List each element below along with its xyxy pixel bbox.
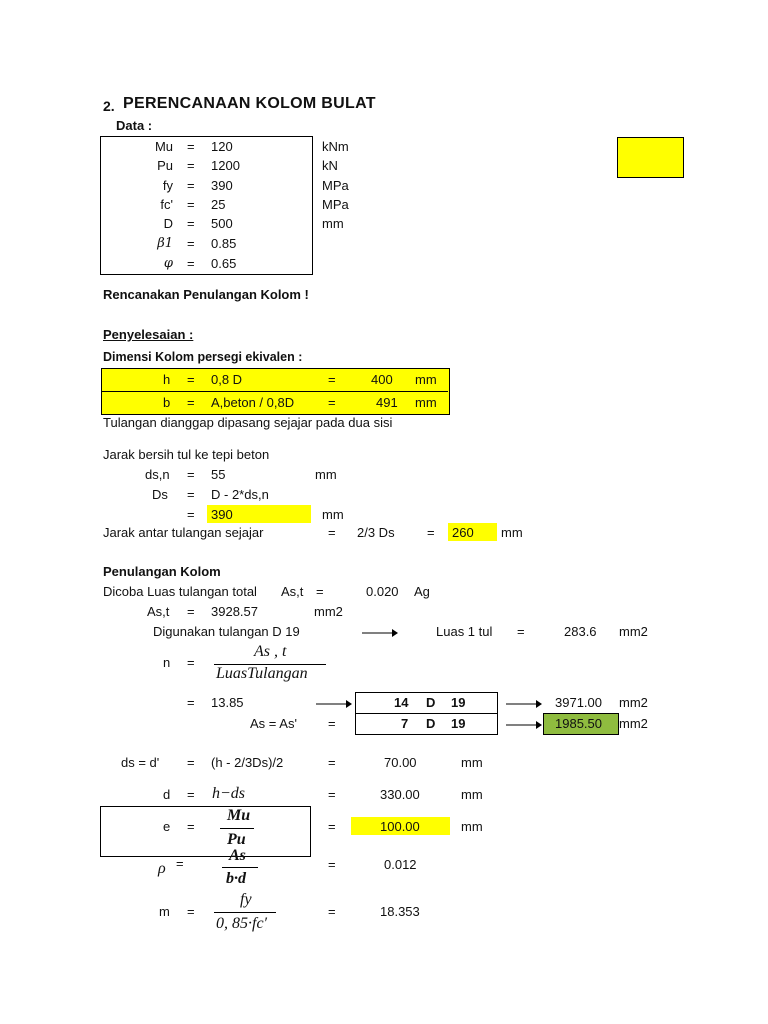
d-symbol: d [163, 787, 171, 802]
data-row-eq: = [187, 158, 195, 173]
m-fraction-bar [214, 912, 276, 913]
data-row-eq: = [187, 178, 195, 193]
data-row-eq: = [187, 216, 195, 231]
Ds-symbol: Ds [152, 487, 168, 502]
jarak-antar-unit: mm [501, 525, 523, 540]
b-eq2: = [328, 395, 336, 410]
jarak-antar-eq2: = [427, 525, 435, 540]
n-eq: = [187, 655, 195, 670]
as-eq: = [328, 716, 336, 731]
bar1-dia: 19 [451, 695, 466, 710]
data-row-unit: mm [322, 216, 344, 231]
page-title: PERENCANAAN KOLOM BULAT [123, 95, 376, 112]
e-numerator: Mu [227, 807, 251, 824]
data-row-value: 390 [211, 178, 233, 193]
luas-eq: = [517, 624, 525, 639]
b-value: 491 [376, 395, 398, 410]
h-unit: mm [415, 372, 437, 387]
solution-heading: Penyelesaian : [103, 327, 194, 342]
e-box [100, 806, 311, 857]
data-row-symbol: fc' [160, 197, 173, 212]
m-numerator: fy [240, 891, 252, 908]
data-row-symbol: D [163, 216, 173, 231]
digunakan-label: Digunakan tulangan D 19 [153, 624, 300, 639]
dsn-eq: = [187, 467, 195, 482]
bar2-result: 1985.50 [555, 716, 602, 731]
Ds-expr: D - 2*ds,n [211, 487, 269, 502]
bar2-dia: 19 [451, 716, 466, 731]
e-eq: = [187, 819, 195, 834]
note-text: Tulangan dianggap dipasang sejajar pada dua sisi [103, 415, 393, 430]
arrow-right-icon [506, 719, 542, 731]
e-fraction-bar [220, 828, 254, 829]
jarak-antar-eq: = [328, 525, 336, 540]
h-symbol: h [163, 372, 171, 387]
ast-value: 3928.57 [211, 604, 258, 619]
data-row-value: 500 [211, 216, 233, 231]
e-eq2: = [328, 819, 336, 834]
h-expr: 0,8 D [211, 372, 243, 387]
d-eq2: = [328, 787, 336, 802]
task-text: Rencanakan Penulangan Kolom ! [103, 287, 309, 302]
data-row-unit: MPa [322, 178, 349, 193]
data-row-symbol: Pu [157, 158, 173, 173]
m-eq: = [187, 904, 195, 919]
data-row-value: 0.85 [211, 236, 237, 251]
rho-eq2: = [328, 857, 336, 872]
dicoba-value: 0.020 [366, 584, 399, 599]
ds-value: 70.00 [384, 755, 417, 770]
m-denominator: 0, 85·fc′ [216, 915, 268, 932]
arrow-right-icon [316, 698, 352, 710]
as-label: As = As' [250, 716, 297, 731]
data-row-unit: MPa [322, 197, 349, 212]
data-row-symbol: φ [163, 256, 173, 271]
rho-denominator: b·d [226, 870, 246, 887]
ds-eq2: = [328, 755, 336, 770]
arrow-right-icon [506, 698, 542, 710]
d-expr: h−ds [212, 785, 246, 802]
bar2-count: 7 [401, 716, 409, 731]
arrow-right-icon [362, 627, 398, 639]
e-symbol: e [163, 819, 171, 834]
m-value: 18.353 [380, 904, 420, 919]
m-eq2: = [328, 904, 336, 919]
n-denominator: LuasTulangan [216, 665, 308, 682]
bar1-result: 3971.00 [555, 695, 602, 710]
ds-eq: = [187, 755, 195, 770]
rho-eq: = [176, 856, 184, 871]
data-row-value: 0.65 [211, 256, 237, 271]
b-eq: = [187, 395, 195, 410]
luas-unit: mm2 [619, 624, 648, 639]
data-row-symbol: Mu [154, 139, 173, 154]
data-row-eq: = [187, 139, 195, 154]
n-val-eq: = [187, 695, 195, 710]
rho-symbol: ρ [158, 860, 166, 877]
Ds-eq: = [187, 487, 195, 502]
bar1-d: D [426, 695, 436, 710]
jarak-antar-expr: 2/3 Ds [357, 525, 395, 540]
data-label: Data : [116, 118, 153, 133]
data-row-eq: = [187, 197, 195, 212]
jarak-antar-label: Jarak antar tulangan sejajar [103, 525, 264, 540]
ast-unit: mm2 [314, 604, 343, 619]
data-row-value: 25 [211, 197, 226, 212]
bar1-count: 14 [394, 695, 409, 710]
e-unit: mm [461, 819, 483, 834]
ast-symbol: As,t [147, 604, 170, 619]
h-value: 400 [371, 372, 393, 387]
d-eq: = [187, 787, 195, 802]
n-numerator: As , t [254, 643, 287, 660]
dicoba-eq: = [316, 584, 324, 599]
b-symbol: b [163, 395, 171, 410]
Ds-unit: mm [322, 507, 344, 522]
data-row-symbol: fy [162, 178, 173, 193]
data-row-value: 1200 [211, 158, 240, 173]
bar1-unit: mm2 [619, 695, 648, 710]
Ds-val-eq: = [187, 507, 195, 522]
data-row-eq: = [187, 256, 195, 271]
penulangan-heading: Penulangan Kolom [103, 564, 221, 579]
empty-highlight-cell [617, 137, 684, 178]
m-symbol: m [159, 904, 170, 919]
ast-eq: = [187, 604, 195, 619]
dicoba-symbol: As,t [281, 584, 304, 599]
data-row-eq: = [187, 236, 195, 251]
d-value: 330.00 [380, 787, 420, 802]
n-value: 13.85 [211, 695, 244, 710]
bar2-d: D [426, 716, 436, 731]
h-eq: = [187, 372, 195, 387]
b-unit: mm [415, 395, 437, 410]
jarak-label: Jarak bersih tul ke tepi beton [103, 447, 270, 462]
e-denominator: Pu [227, 831, 246, 848]
dimension-divider [102, 391, 448, 392]
luas-value: 283.6 [564, 624, 597, 639]
Ds-value: 390 [211, 507, 233, 522]
dsn-symbol: ds,n [145, 467, 170, 482]
d-unit: mm [461, 787, 483, 802]
dsn-value: 55 [211, 467, 226, 482]
dimension-heading: Dimensi Kolom persegi ekivalen : [103, 350, 303, 364]
dicoba-unit: Ag [414, 584, 430, 599]
rho-numerator: As [229, 847, 246, 864]
luas-label: Luas 1 tul [436, 624, 493, 639]
jarak-antar-value: 260 [452, 525, 474, 540]
rho-fraction-bar [222, 867, 258, 868]
dicoba-label: Dicoba Luas tulangan total [103, 584, 257, 599]
n-symbol: n [163, 655, 171, 670]
h-eq2: = [328, 372, 336, 387]
e-value: 100.00 [380, 819, 420, 834]
ds-label: ds = d' [121, 755, 160, 770]
dsn-unit: mm [315, 467, 337, 482]
ds-unit: mm [461, 755, 483, 770]
section-number: 2. [103, 98, 115, 114]
rho-value: 0.012 [384, 857, 417, 872]
bar2-unit: mm2 [619, 716, 648, 731]
data-row-symbol: β1 [157, 236, 173, 251]
data-row-value: 120 [211, 139, 233, 154]
b-expr: A,beton / 0,8D [211, 395, 295, 410]
data-row-unit: kNm [322, 139, 349, 154]
data-row-unit: kN [322, 158, 338, 173]
ds-expr: (h - 2/3Ds)/2 [211, 755, 284, 770]
